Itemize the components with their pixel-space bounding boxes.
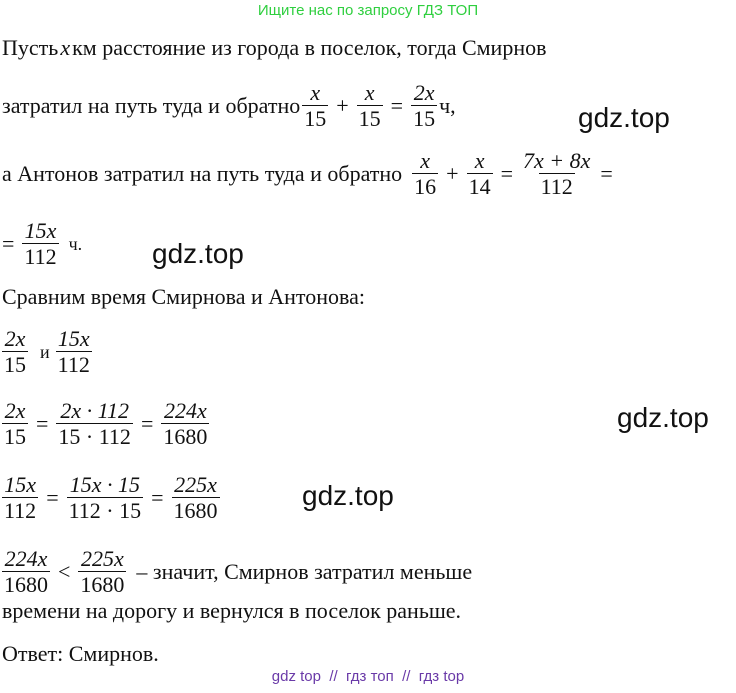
line-1-part-b: км расстояние из города в поселок, тогда Смирнов: [72, 35, 547, 60]
compare-pair: [2, 326, 94, 377]
line-2-text: затратил на путь туда и обратно: [2, 92, 301, 118]
fraction-sum: $\frac{7x + 8x}{112}$: [523, 148, 591, 199]
fraction-x-15-b: $\frac{x}{15}$: [358, 80, 381, 131]
equals-sign: =: [36, 410, 49, 436]
and-word: и: [40, 341, 50, 362]
watermark: gdz.top: [578, 102, 670, 133]
equals-sign: =: [500, 160, 513, 186]
fraction-2x-15: $\frac{2x}{15}$: [413, 80, 436, 131]
line-3: [2, 148, 619, 199]
unit-hours: ч,: [439, 92, 456, 118]
footer-links: gdz top // гдз топ // гдз top: [271, 668, 465, 685]
fraction-2x-mult: $\frac{2x \cdot 112}{15 \cdot 112}$: [58, 398, 131, 449]
fraction-2x-15: $\frac{2x}{15}$: [4, 398, 26, 449]
fraction-15x-112: $\frac{15x}{112}$: [57, 326, 90, 377]
fraction-x-15-a: $\frac{x}{15}$: [304, 80, 327, 131]
fraction-x-16: $\frac{x}{16}$: [414, 148, 437, 199]
line-1-part-a: Пусть: [2, 35, 59, 60]
conclusion-line-1: – значит, Смирнов затратил меньше: [136, 558, 473, 584]
line-1-var: x: [60, 35, 71, 60]
equals-sign: =: [2, 230, 15, 256]
comparison-line: [2, 546, 472, 597]
equation-antonov: [2, 472, 222, 523]
equals-sign: =: [390, 92, 404, 118]
line-1: [2, 34, 547, 62]
fraction-15x-mult: $\frac{15x \cdot 15}{112 \cdot 15}$: [68, 472, 142, 523]
fraction-15x-112: $\frac{15x}{112}$: [24, 218, 57, 269]
less-than-sign: <: [58, 558, 71, 584]
equation-smirnov: [2, 398, 211, 449]
fraction-225x-1680: $\frac{225x}{1680}$: [173, 472, 218, 523]
watermark: gdz.top: [617, 402, 709, 433]
equals-sign: =: [46, 484, 59, 510]
fraction-224x-1680: $\frac{224x}{1680}$: [163, 398, 208, 449]
top-banner: Ищите нас по запросу ГДЗ ТОП: [257, 2, 479, 19]
watermark: gdz.top: [302, 480, 394, 511]
watermark: gdz.top: [152, 238, 244, 269]
answer: Ответ: Смирнов.: [2, 641, 159, 666]
fraction-225x-1680: $\frac{225x}{1680}$: [80, 546, 125, 597]
unit-hours-2: ч.: [68, 233, 83, 254]
line-2: [2, 80, 456, 131]
compare-text: Сравним время Смирнова и Антонова:: [2, 284, 365, 309]
line-3-text: а Антонов затратил на путь туда и обратно: [2, 160, 403, 186]
fraction-x-14: $\frac{x}{14}$: [468, 148, 491, 199]
plus-sign: +: [446, 160, 459, 186]
equals-sign: =: [140, 410, 154, 436]
plus-sign: +: [336, 92, 349, 118]
equals-sign: =: [151, 484, 164, 510]
fraction-224x-1680: $\frac{224x}{1680}$: [4, 546, 48, 597]
conclusion-line-2: времени на дорогу и вернулся в поселок раньше.: [2, 598, 462, 623]
fraction-2x-15: $\frac{2x}{15}$: [4, 326, 26, 377]
equals-sign: =: [600, 160, 613, 186]
fraction-15x-112: $\frac{15x}{112}$: [4, 472, 37, 523]
line-4: [2, 218, 82, 269]
